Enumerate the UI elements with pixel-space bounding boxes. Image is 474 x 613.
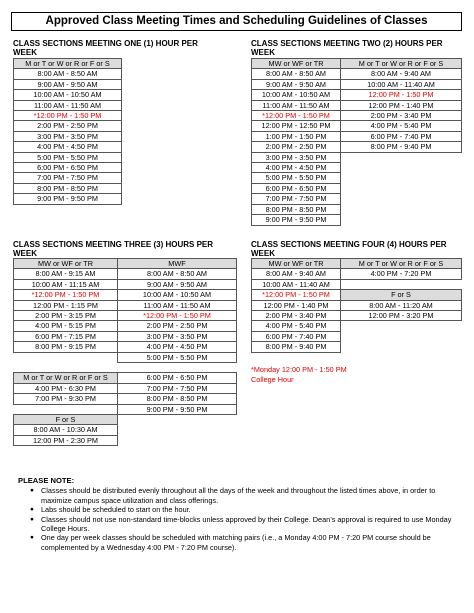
three-hours-f-or-s-slot: 8:00 AM - 10:30 AM (14, 425, 118, 435)
four-hours-slot: 6:00 PM - 7:40 PM (252, 331, 341, 341)
two-hours-slot: 3:00 PM - 3:50 PM (252, 152, 341, 162)
one-hour-header: M or T or W or R or F or S (14, 59, 122, 69)
two-hours-slot: 1:00 PM - 1:50 PM (252, 131, 341, 141)
please-note-section (18, 476, 458, 552)
note-item: ● Labs should be scheduled to start on the hour. (30, 505, 458, 514)
three-hours-header-left: MW or WF or TR (14, 259, 118, 269)
monday-college-hour-note: *Monday 12:00 PM - 1:50 PM College Hour (251, 365, 347, 384)
three-hours-slot: 11:00 AM - 11:50 AM (118, 300, 237, 310)
notes-list (18, 486, 458, 552)
one-hour-table (13, 58, 122, 205)
one-hour-slot: 8:00 PM - 8:50 PM (14, 183, 122, 193)
three-hours-heading: CLASS SECTIONS MEETING THREE (3) HOURS PER WEEK (13, 240, 214, 258)
one-hour-slot: 7:00 PM - 7:50 PM (14, 173, 122, 183)
three-hours-f-or-s-slot: 12:00 PM - 2:30 PM (14, 435, 118, 445)
note-item: ● Classes should be distributed evenly throughout all the days of the week and throughout the listed times above, in order to maximize campus space utilization and class offerings. (30, 486, 458, 505)
four-hours-f-or-s-slot: 8:00 AM - 11:20 AM (341, 300, 462, 310)
four-hours-header-left: MW or WF or TR (252, 259, 341, 269)
one-hour-slot: 4:00 PM - 4:50 PM (14, 142, 122, 152)
two-hours-slot: *12:00 PM - 1:50 PM (252, 111, 341, 121)
two-hours-slot: 5:00 PM - 5:50 PM (252, 173, 341, 183)
three-hours-slot: 9:00 AM - 9:50 AM (118, 279, 237, 289)
two-hours-slot: 7:00 PM - 7:50 PM (252, 194, 341, 204)
page-title: Approved Class Meeting Times and Scheduling Guidelines of Classes (11, 12, 462, 31)
two-hours-slot: 9:00 PM - 9:50 PM (252, 215, 341, 225)
three-hours-slot: 2:00 PM - 3:15 PM (14, 311, 118, 321)
two-hours-slot: 12:00 PM - 1:40 PM (341, 100, 462, 110)
four-hours-f-or-s-slot: 12:00 PM - 3:20 PM (341, 311, 462, 321)
two-hours-slot: 12:00 PM - 1:50 PM (341, 90, 462, 100)
three-hours-slot: 4:00 PM - 5:15 PM (14, 321, 118, 331)
two-hours-slot: 8:00 PM - 9:40 PM (341, 142, 462, 152)
two-hours-slot: 10:00 AM - 11:40 AM (341, 79, 462, 89)
one-hour-slot: 3:00 PM - 3:50 PM (14, 131, 122, 141)
please-note-title: PLEASE NOTE: (18, 476, 75, 485)
two-hours-header-left: MW or WF or TR (252, 59, 341, 69)
two-hours-slot: 9:00 AM - 9:50 AM (252, 79, 341, 89)
one-hour-slot: 5:00 PM - 5:50 PM (14, 152, 122, 162)
two-hours-slot: 4:00 PM - 5:40 PM (341, 121, 462, 131)
three-hours-slot: 12:00 PM - 1:15 PM (14, 300, 118, 310)
note-item: ● One day per week classes should be scheduled with matching pairs (i.e., a Monday 4:00 PM - 7:20 PM course should be complemented by a Wednesday 4:00 PM - 7:20 PM course). (30, 533, 458, 552)
three-hours-slot: 9:00 PM - 9:50 PM (118, 404, 237, 414)
three-hours-slot: 8:00 AM - 9:15 AM (14, 269, 118, 279)
four-hours-slot: 2:00 PM - 3:40 PM (252, 311, 341, 321)
one-hour-heading: CLASS SECTIONS MEETING ONE (1) HOUR PER WEEK (13, 39, 198, 57)
one-hour-slot: 9:00 PM - 9:50 PM (14, 194, 122, 204)
three-hours-single-slot: 7:00 PM - 9:30 PM (14, 394, 118, 404)
two-hours-slot: 2:00 PM - 2:50 PM (252, 142, 341, 152)
three-hours-single-slot: 4:00 PM - 6:30 PM (14, 383, 118, 393)
three-hours-header-right: MWF (118, 259, 237, 269)
two-hours-slot: 6:00 PM - 7:40 PM (341, 131, 462, 141)
three-hours-slot: 10:00 AM - 10:50 AM (118, 290, 237, 300)
four-hours-f-or-s-header: F or S (341, 290, 462, 300)
one-hour-slot: 11:00 AM - 11:50 AM (14, 100, 122, 110)
two-hours-header-right: M or T or W or R or F or S (341, 59, 462, 69)
three-hours-slot: 6:00 PM - 7:15 PM (14, 331, 118, 341)
one-hour-slot: 2:00 PM - 2:50 PM (14, 121, 122, 131)
two-hours-slot: 6:00 PM - 6:50 PM (252, 183, 341, 193)
one-hour-slot: 6:00 PM - 6:50 PM (14, 163, 122, 173)
three-hours-slot: 2:00 PM - 2:50 PM (118, 321, 237, 331)
three-hours-slot: 3:00 PM - 3:50 PM (118, 331, 237, 341)
three-hours-table (13, 258, 237, 446)
three-hours-f-or-s-header: F or S (14, 415, 118, 425)
four-hours-heading: CLASS SECTIONS MEETING FOUR (4) HOURS PER WEEK (251, 240, 447, 258)
three-hours-slot: 5:00 PM - 5:50 PM (118, 352, 237, 362)
three-hours-slot: 7:00 PM - 7:50 PM (118, 383, 237, 393)
two-hours-slot: 12:00 PM - 12:50 PM (252, 121, 341, 131)
one-hour-slot: 10:00 AM - 10:50 AM (14, 90, 122, 100)
two-hours-slot: 8:00 AM - 9:40 AM (341, 69, 462, 79)
two-hours-slot: 4:00 PM - 4:50 PM (252, 163, 341, 173)
four-hours-slot: 12:00 PM - 1:40 PM (252, 300, 341, 310)
one-hour-slot: *12:00 PM - 1:50 PM (14, 111, 122, 121)
four-hours-slot: 8:00 AM - 9:40 AM (252, 269, 341, 279)
note-item: ● Classes should not use non-standard time-blocks unless approved by their College. Dean’s approval is required to use Monday College Hours. (30, 515, 458, 534)
two-hours-slot: 8:00 AM - 8:50 AM (252, 69, 341, 79)
four-hours-slot: 8:00 PM - 9:40 PM (252, 342, 341, 352)
four-hours-slot: 4:00 PM - 7:20 PM (341, 269, 462, 279)
three-hours-slot: *12:00 PM - 1:50 PM (14, 290, 118, 300)
two-hours-heading: CLASS SECTIONS MEETING TWO (2) HOURS PER WEEK (251, 39, 443, 57)
four-hours-slot: 10:00 AM - 11:40 AM (252, 279, 341, 289)
three-hours-slot: 4:00 PM - 4:50 PM (118, 342, 237, 352)
two-hours-slot: 10:00 AM - 10:50 AM (252, 90, 341, 100)
three-hours-slot: 10:00 AM - 11:15 AM (14, 279, 118, 289)
two-hours-slot: 8:00 PM - 8:50 PM (252, 204, 341, 214)
two-hours-slot: 11:00 AM - 11:50 AM (252, 100, 341, 110)
three-hours-slot: 8:00 PM - 8:50 PM (118, 394, 237, 404)
two-hours-slot: 2:00 PM - 3:40 PM (341, 111, 462, 121)
three-hours-slot: 8:00 AM - 8:50 AM (118, 269, 237, 279)
one-hour-slot: 8:00 AM - 8:50 AM (14, 69, 122, 79)
three-hours-single-header: M or T or W or R or F or S (14, 373, 118, 383)
four-hours-slot: 4:00 PM - 5:40 PM (252, 321, 341, 331)
three-hours-slot: 6:00 PM - 6:50 PM (118, 373, 237, 383)
three-hours-slot: *12:00 PM - 1:50 PM (118, 311, 237, 321)
four-hours-slot: *12:00 PM - 1:50 PM (252, 290, 341, 300)
two-hours-table (251, 58, 462, 226)
three-hours-slot: 8:00 PM - 9:15 PM (14, 342, 118, 352)
one-hour-slot: 9:00 AM - 9:50 AM (14, 79, 122, 89)
four-hours-header-right: M or T or W or R or F or S (341, 259, 462, 269)
four-hours-table (251, 258, 462, 353)
